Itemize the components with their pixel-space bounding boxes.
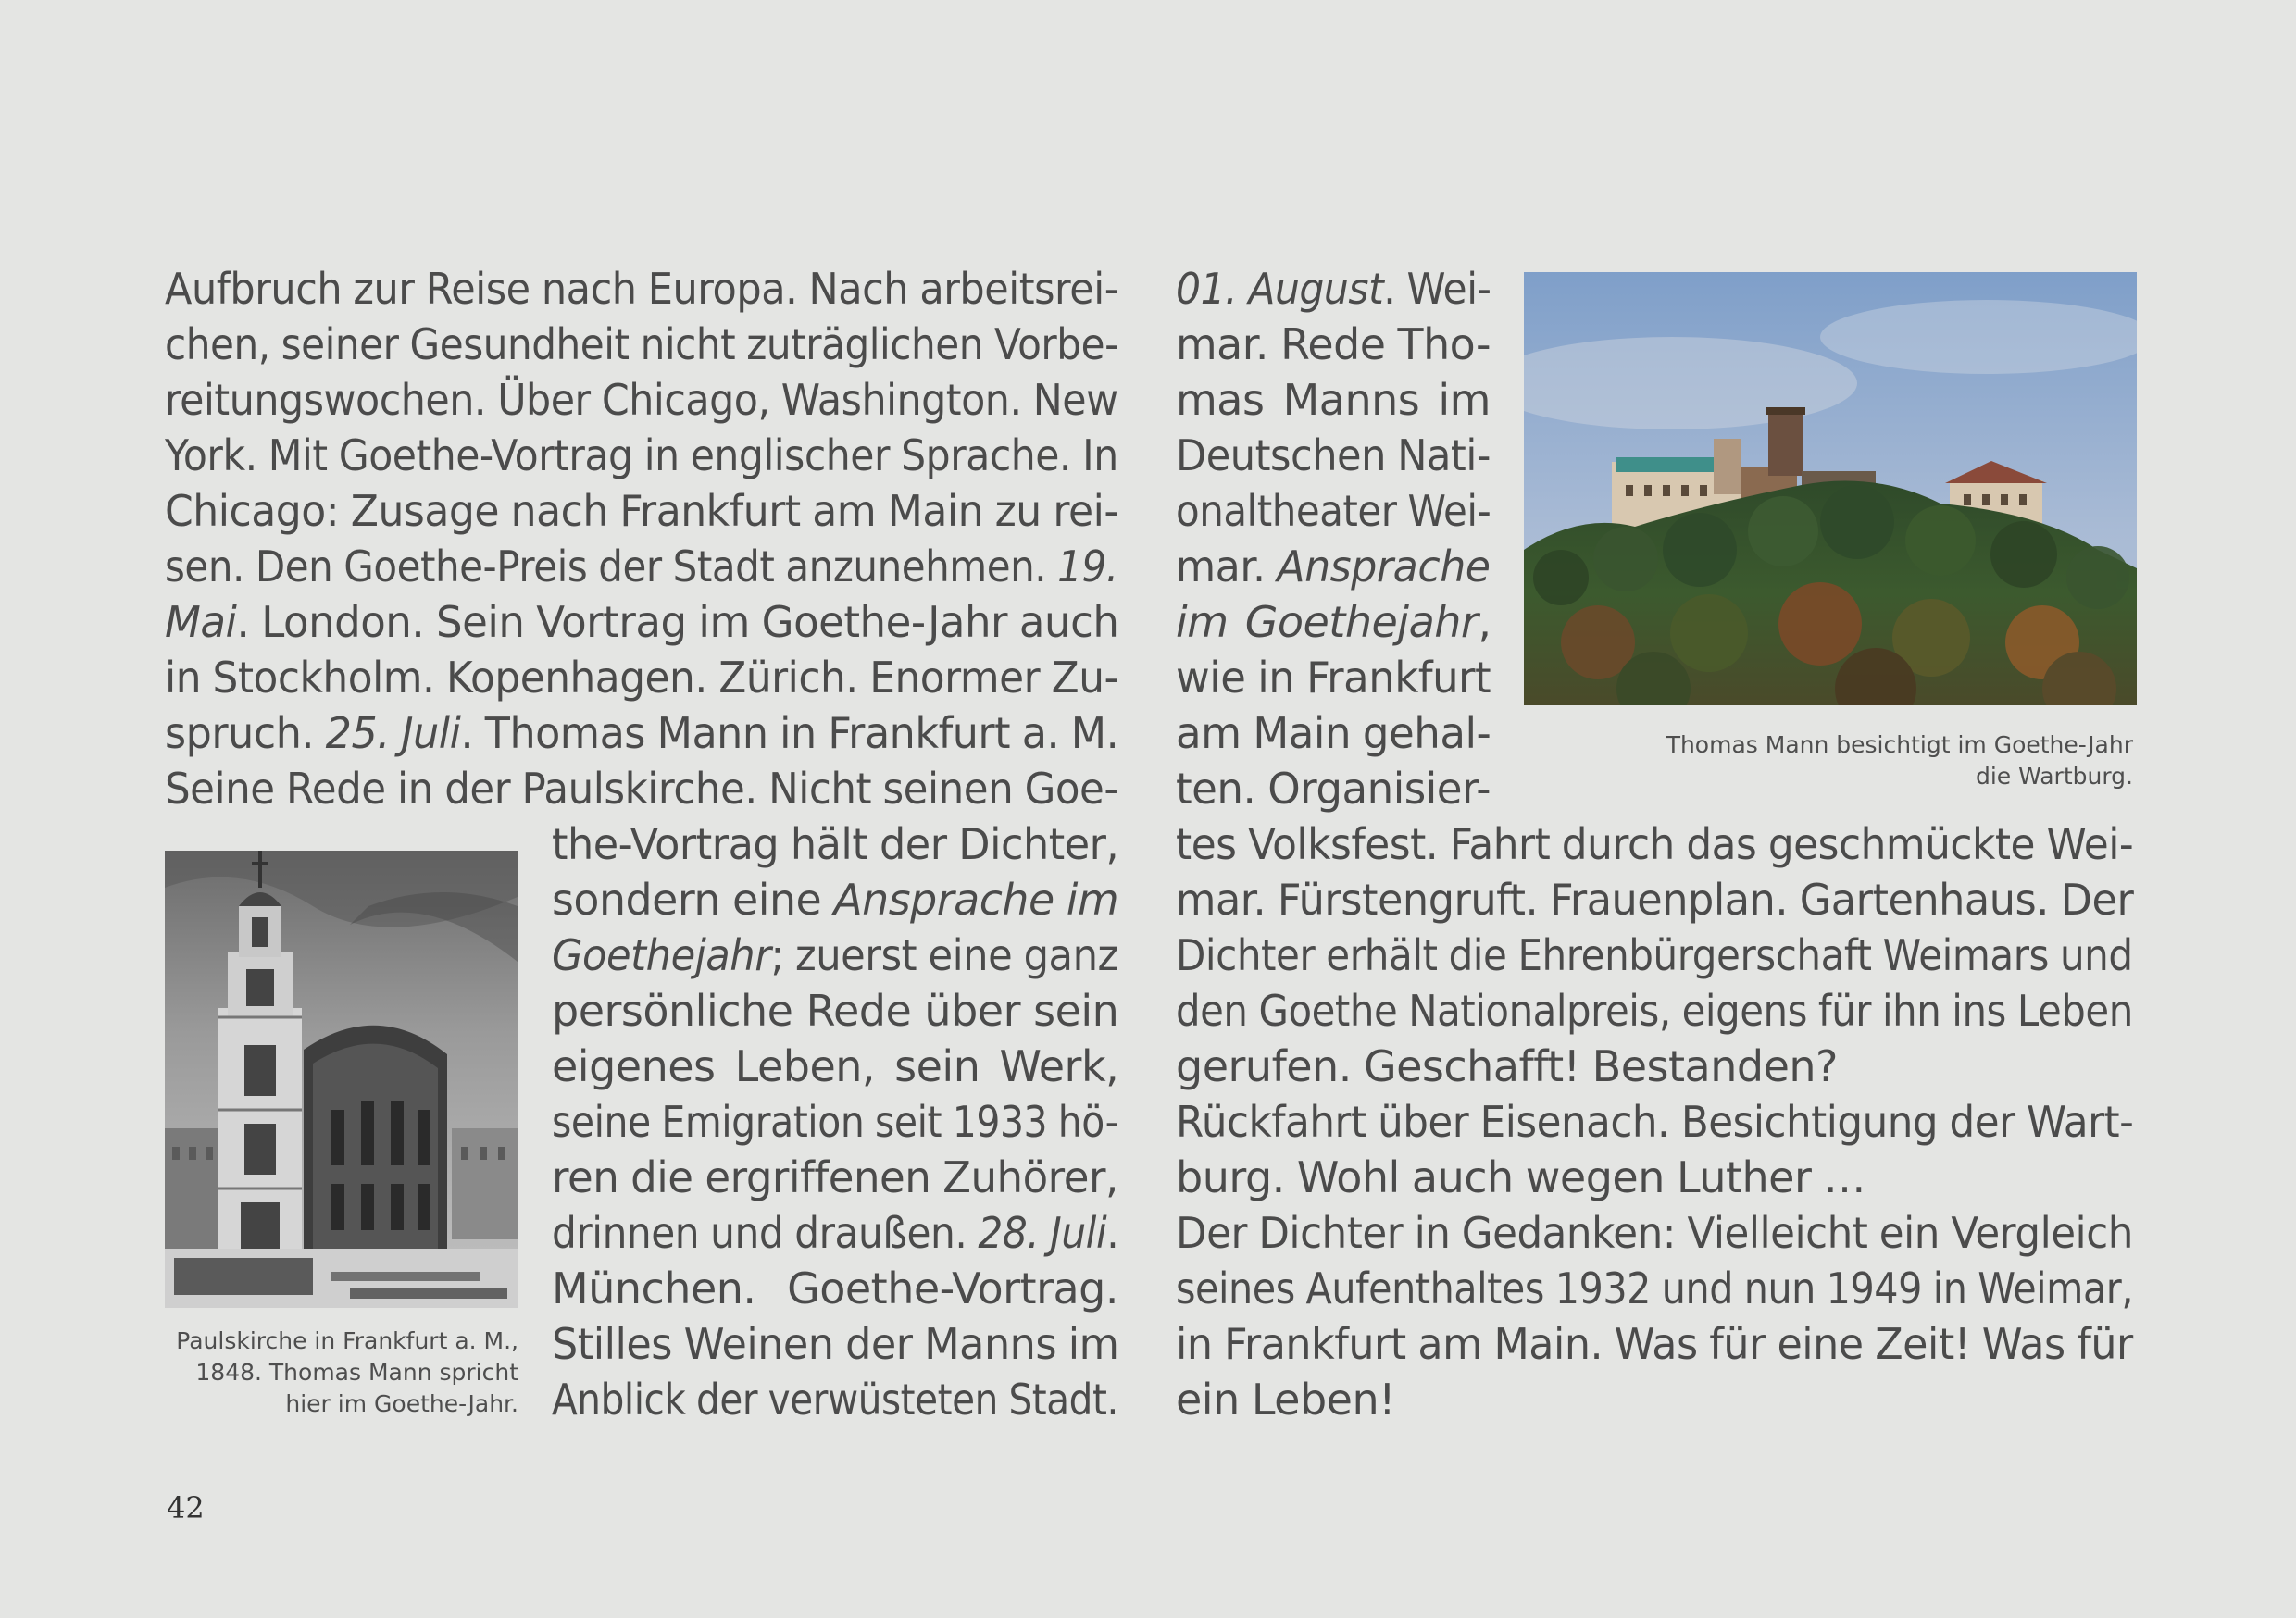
text-line: persönliche Rede über sein <box>552 986 1119 1036</box>
text-line: Stilles Weinen der Manns im <box>552 1319 1119 1369</box>
wartburg-caption: Thomas Mann besichtigt im Goethe-Jahr die Wartburg. <box>1666 731 2133 790</box>
left-narrow-text <box>552 816 1118 1427</box>
text-line: im Goethejahr, <box>1176 597 1491 647</box>
wartburg-image <box>1524 272 2137 705</box>
text-line: gerufen. Geschafft! Bestanden? <box>1176 1041 1838 1091</box>
paulskirche-engraving <box>165 851 518 1308</box>
text-line: in Stockholm. Kopenhagen. Zürich. Enormer Zu- <box>165 653 1118 703</box>
text-line: am Main gehal- <box>1176 708 1491 758</box>
left-column-text <box>165 261 1118 816</box>
text-line: spruch. 25. Juli. Thomas Mann in Frankfurt a. M. <box>165 708 1119 758</box>
text-line: onaltheater Wei- <box>1176 486 1491 536</box>
text-line: 01. August. Wei- <box>1176 264 1491 314</box>
text-line: sondern eine Ansprache im <box>552 875 1119 925</box>
text-line: mar. Ansprache <box>1176 541 1491 591</box>
text-line: ein Leben! <box>1176 1375 1396 1425</box>
text-line: wie in Frankfurt <box>1176 653 1491 703</box>
text-line: Rückfahrt über Eisenach. Besichtigung der Wart- <box>1176 1097 2134 1147</box>
paulskirche-image <box>165 851 518 1308</box>
text-line: Goethejahr; zuerst eine ganz <box>552 930 1118 980</box>
wartburg-photo <box>1524 272 2137 705</box>
text-line: ten. Organisier- <box>1176 764 1491 814</box>
text-line: Der Dichter in Gedanken: Vielleicht ein Vergleich <box>1176 1208 2133 1258</box>
page-number: 42 <box>167 1490 205 1525</box>
text-line: York. Mit Goethe-Vortrag in englischer Sprache. In <box>165 430 1118 480</box>
text-line: den Goethe Nationalpreis, eigens für ihn ins Leben <box>1176 986 2133 1036</box>
text-line: Chicago: Zusage nach Frankfurt am Main zu rei- <box>165 486 1118 536</box>
text-line: reitungswochen. Über Chicago, Washington. New <box>165 375 1118 425</box>
text-line: mar. Rede Tho- <box>1176 319 1491 369</box>
text-line: mar. Fürstengruft. Frauenplan. Gartenhaus. Der <box>1176 875 2134 925</box>
right-column-text <box>1176 816 2133 1427</box>
right-narrow-text <box>1176 261 1491 816</box>
text-line: Aufbruch zur Reise nach Europa. Nach arbeitsrei- <box>165 264 1118 314</box>
text-line: chen, seiner Gesundheit nicht zuträglichen Vorbe- <box>165 319 1118 369</box>
text-line: tes Volksfest. Fahrt durch das geschmückte Wei- <box>1176 819 2134 869</box>
text-line: Seine Rede in der Paulskirche. Nicht seinen Goe- <box>165 764 1118 814</box>
text-line: eigenes Leben, sein Werk, <box>552 1041 1119 1091</box>
text-line: seines Aufenthaltes 1932 und nun 1949 in Weimar, <box>1176 1263 2133 1313</box>
text-line: seine Emigration seit 1933 hö- <box>552 1097 1118 1147</box>
text-line: Deutschen Nati- <box>1176 430 1491 480</box>
text-line: ren die ergriffenen Zuhörer, <box>552 1152 1118 1202</box>
text-line: Dichter erhält die Ehrenbürgerschaft Weimars und <box>1176 930 2133 980</box>
text-line: Mai. London. Sein Vortrag im Goethe-Jahr auch <box>165 597 1119 647</box>
text-line: Anblick der verwüsteten Stadt. <box>552 1375 1118 1425</box>
text-line: the-Vortrag hält der Dichter, <box>552 819 1119 869</box>
text-line: München. Goethe-Vortrag. <box>552 1263 1118 1313</box>
text-line: in Frankfurt am Main. Was für eine Zeit! Was für <box>1176 1319 2133 1369</box>
text-line: burg. Wohl auch wegen Luther … <box>1176 1152 1866 1202</box>
text-line: sen. Den Goethe-Preis der Stadt anzunehmen. 19. <box>165 541 1118 591</box>
text-line: mas Manns im <box>1176 375 1491 425</box>
paulskirche-caption: Paulskirche in Frankfurt a. M., 1848. Thomas Mann spricht hier im Goethe-Jahr. <box>176 1327 518 1417</box>
text-line: drinnen und draußen. 28. Juli. <box>552 1208 1119 1258</box>
